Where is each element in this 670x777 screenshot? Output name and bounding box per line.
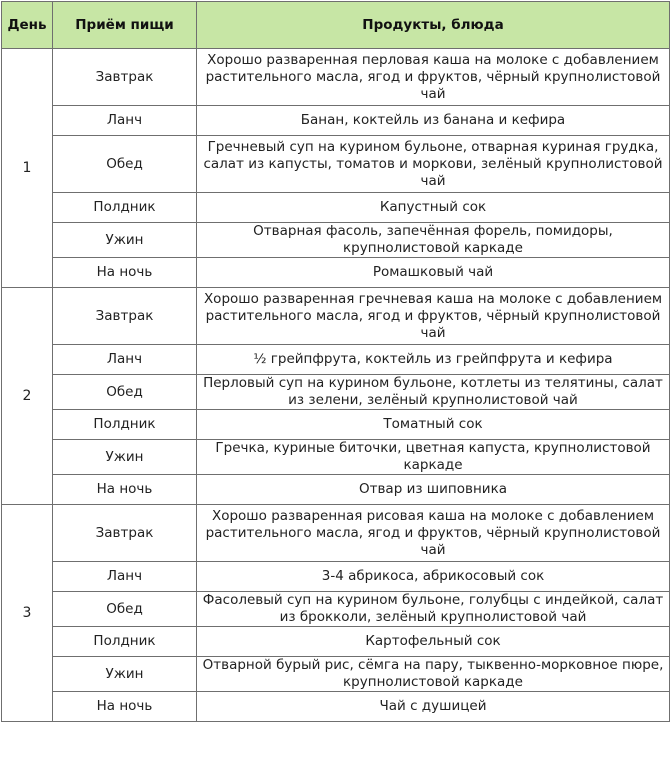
day-number: 1 <box>2 49 53 288</box>
meal-name: Ланч <box>53 562 197 592</box>
meal-food: Томатный сок <box>197 410 670 440</box>
meal-name: Ужин <box>53 440 197 475</box>
table-row <box>2 345 670 375</box>
meal-name: Полдник <box>53 410 197 440</box>
meal-food: Капустный сок <box>197 193 670 223</box>
table-row <box>2 627 670 657</box>
meal-name: Обед <box>53 136 197 193</box>
meal-food: 3-4 абрикоса, абрикосовый сок <box>197 562 670 592</box>
day-number: 3 <box>2 505 53 722</box>
table-row <box>2 258 670 288</box>
header-food: Продукты, блюда <box>197 2 670 49</box>
meal-food: Чай с душицей <box>197 692 670 722</box>
meal-food: Банан, коктейль из банана и кефира <box>197 106 670 136</box>
meal-name: Обед <box>53 375 197 410</box>
table-row <box>2 223 670 258</box>
table-row <box>2 562 670 592</box>
table-row <box>2 692 670 722</box>
meal-food: Хорошо разваренная рисовая каша на молоке с добавлением растительного масла, ягод и фруктов, чёрный крупнолистовой чай <box>197 505 670 562</box>
meal-food: Гречневый суп на курином бульоне, отварная куриная грудка, салат из капусты, томатов и моркови, зелёный крупнолистовой чай <box>197 136 670 193</box>
meal-food: Фасолевый суп на курином бульоне, голубцы с индейкой, салат из брокколи, зелёный крупнолистовой чай <box>197 592 670 627</box>
table-row <box>2 375 670 410</box>
table-row <box>2 657 670 692</box>
meal-food: Хорошо разваренная перловая каша на молоке с добавлением растительного масла, ягод и фруктов, чёрный крупнолистовой чай <box>197 49 670 106</box>
meal-food: Ромашковый чай <box>197 258 670 288</box>
meal-food: Отварной бурый рис, сёмга на пару, тыквенно-морковное пюре, крупнолистовой каркаде <box>197 657 670 692</box>
meal-name: Ланч <box>53 106 197 136</box>
table-row <box>2 193 670 223</box>
meal-name: Ланч <box>53 345 197 375</box>
table-body <box>2 49 670 722</box>
meal-food: Перловый суп на курином бульоне, котлеты из телятины, салат из зелени, зелёный крупнолистовой чай <box>197 375 670 410</box>
table-row <box>2 440 670 475</box>
meal-name: Ужин <box>53 223 197 258</box>
header-day: День <box>2 2 53 49</box>
meal-food: Отвар из шиповника <box>197 475 670 505</box>
meal-name: Полдник <box>53 627 197 657</box>
meal-food: Хорошо разваренная гречневая каша на молоке с добавлением растительного масла, ягод и фруктов, чёрный крупнолистовой чай <box>197 288 670 345</box>
meal-name: На ночь <box>53 258 197 288</box>
meal-name: Ужин <box>53 657 197 692</box>
table-row <box>2 505 670 562</box>
meal-name: На ночь <box>53 475 197 505</box>
meal-name: На ночь <box>53 692 197 722</box>
header-meal: Приём пищи <box>53 2 197 49</box>
meal-name: Обед <box>53 592 197 627</box>
meal-name: Полдник <box>53 193 197 223</box>
meal-food: Картофельный сок <box>197 627 670 657</box>
meal-name: Завтрак <box>53 505 197 562</box>
day-number: 2 <box>2 288 53 505</box>
table-row <box>2 288 670 345</box>
meal-name: Завтрак <box>53 288 197 345</box>
header-row <box>2 2 670 49</box>
table-row <box>2 592 670 627</box>
table-row <box>2 106 670 136</box>
meal-name: Завтрак <box>53 49 197 106</box>
meal-food: ½ грейпфрута, коктейль из грейпфрута и кефира <box>197 345 670 375</box>
table-header <box>2 2 670 49</box>
table-row <box>2 475 670 505</box>
table-row <box>2 136 670 193</box>
diet-menu-table <box>1 1 670 722</box>
meal-food: Отварная фасоль, запечённая форель, помидоры, крупнолистовой каркаде <box>197 223 670 258</box>
meal-food: Гречка, куриные биточки, цветная капуста, крупнолистовой каркаде <box>197 440 670 475</box>
table-row <box>2 410 670 440</box>
table-row <box>2 49 670 106</box>
